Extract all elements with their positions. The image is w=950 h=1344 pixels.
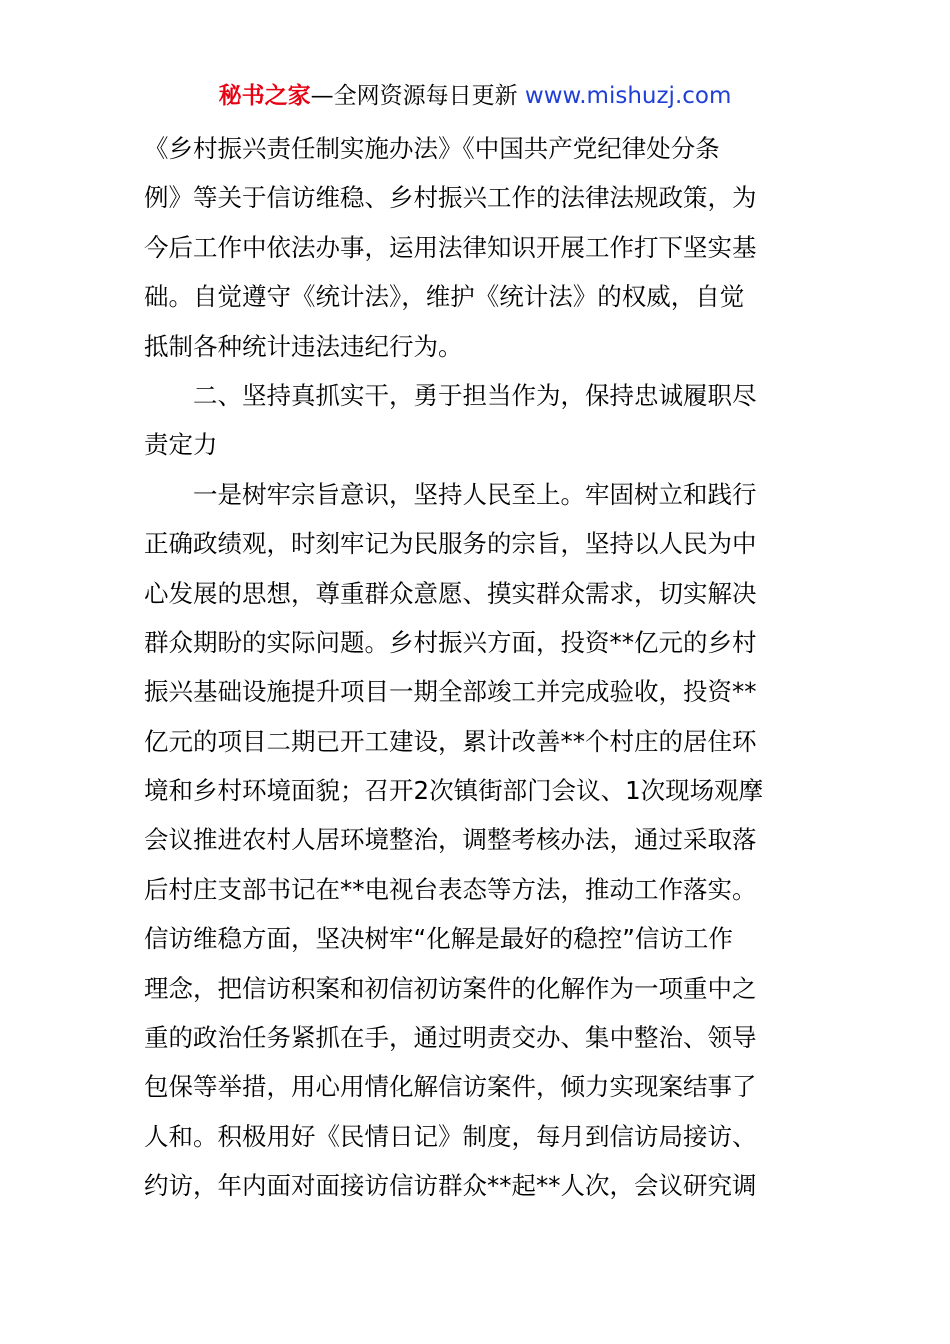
text-line: 约访，年内面对面接访信访群众**起**人次，会议研究调 [144,1171,757,1201]
text-line: 正确政绩观，时刻牢记为民服务的宗旨，坚持以人民为中 [144,529,757,559]
site-brand: 秘书之家 [218,83,311,109]
text-line: 后村庄支部书记在**电视台表态等方法，推动工作落实。 [144,874,757,904]
text-line: 础。自觉遵守《统计法》，维护《统计法》的权威，自觉 [144,282,745,312]
text-line: 重的政治任务紧抓在手，通过明责交办、集中整治、领导 [144,1023,757,1053]
site-tagline: —全网资源每日更新 [310,83,518,109]
text-line: 今后工作中依法办事，运用法律知识开展工作打下坚实基 [144,232,757,262]
site-header [0,78,950,114]
text-line: 一是树牢宗旨意识，坚持人民至上。牢固树立和践行 [193,479,757,509]
section-heading-cont: 责定力 [144,430,218,460]
text-line: 群众期盼的实际问题。乡村振兴方面，投资**亿元的乡村 [144,627,757,657]
document-body [144,124,810,1211]
text-line: 《乡村振兴责任制实施办法》《中国共产党纪律处分条 [144,134,720,163]
text-line: 亿元的项目二期已开工建设，累计改善**个村庄的居住环 [144,726,757,756]
section-heading: 二、坚持真抓实干，勇于担当作为，保持忠诚履职尽 [193,380,757,410]
text-line: 抵制各种统计违法违纪行为。 [144,331,463,361]
text-line: 会议推进农村人居环境整治，调整考核办法，通过采取落 [144,825,757,855]
text-line: 振兴基础设施提升项目一期全部竣工并完成验收，投资** [144,677,757,707]
text-line: 人和。积极用好《民情日记》制度，每月到信访局接访、 [144,1121,757,1151]
text-line: 包保等举措，用心用情化解信访案件，倾力实现案结事了 [144,1072,757,1102]
text-line: 心发展的思想，尊重群众意愿、摸实群众需求，切实解决 [144,578,757,608]
text-line: 例》等关于信访维稳、乡村振兴工作的法律法规政策，为 [144,183,757,213]
text-line: 境和乡村环境面貌；召开2次镇街部门会议、1次现场观摩 [144,776,764,806]
text-line: 理念，把信访积案和初信初访案件的化解作为一项重中之 [144,973,757,1003]
site-url-link[interactable]: www.mishuzj.com [524,83,732,109]
text-line: 信访维稳方面，坚决树牢“化解是最好的稳控”信访工作 [144,924,733,954]
